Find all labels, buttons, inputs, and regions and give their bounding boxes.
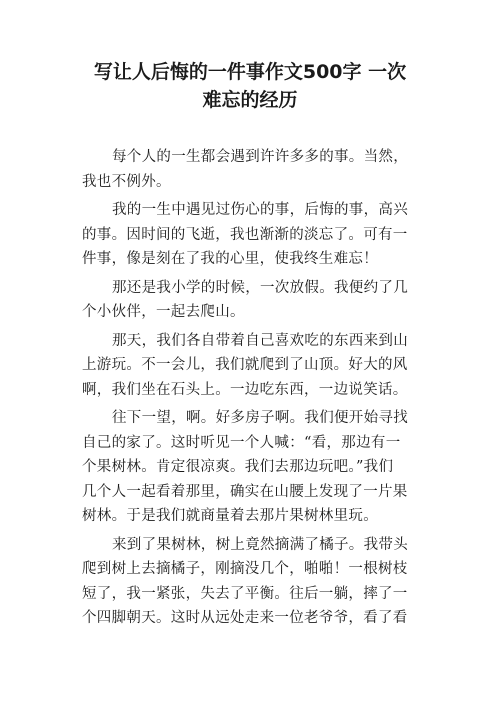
- text-line: 往下一望，啊。好多房子啊。我们便开始寻找: [112, 410, 408, 426]
- text-line: 上游玩。不一会儿，我们就爬到了山顶。好大的风: [82, 357, 408, 373]
- paragraph-4: [82, 329, 424, 403]
- text-line: 每个人的一生都会遇到许许多多的事。当然，: [112, 149, 408, 165]
- text-line: 个果树林。肯定很凉爽。我们去那边玩吧。”我们: [82, 459, 394, 475]
- text-line: 那还是我小学的时候，一次放假。我便约了几: [112, 279, 408, 296]
- paragraph-6: [82, 533, 424, 631]
- text-line: 个四脚朝天。这时从远处走来一位老爷爷，看了看: [82, 610, 408, 626]
- page-title: [60, 58, 440, 114]
- text-line: 件事，像是刻在了我的心里，使我终生难忘！: [82, 251, 378, 267]
- text-line: 爬到树上去摘橘子，刚摘没几个，啪啪！一根树枝: [82, 561, 408, 577]
- title-line-1: 写让人后悔的一件事作文500字 一次: [93, 61, 407, 83]
- text-line: 我的一生中遇见过伤心的事，后悔的事，高兴: [112, 202, 408, 218]
- title-line-2: 难忘的经历: [202, 89, 298, 111]
- text-line: 个小伙伴，一起去爬山。: [82, 304, 245, 320]
- paragraph-3: [82, 276, 424, 325]
- text-line: 短了，我一紧张，失去了平衡。往后一躺，摔了一: [82, 585, 408, 602]
- text-line: 啊，我们坐在石头上。一边吃东西，一边说笑话。: [82, 381, 408, 398]
- text-line: 的事。因时间的飞逝，我也渐渐的淡忘了。可有一: [82, 226, 408, 243]
- article-body: [82, 145, 424, 631]
- text-line: 几个人一起看着那里，确实在山腰上发现了一片果: [82, 483, 408, 500]
- text-line: 自己的家了。这时听见一个人喊：“看，那边有一: [82, 434, 401, 451]
- paragraph-5: [82, 406, 424, 529]
- text-line: 来到了果树林，树上竟然摘满了橘子。我带头: [112, 536, 408, 553]
- paragraph-1: [82, 145, 424, 194]
- text-line: 我也不例外。: [82, 173, 171, 190]
- paragraph-2: [82, 198, 424, 272]
- text-line: 那天，我们各自带着自己喜欢吃的东西来到山: [112, 332, 408, 349]
- text-line: 树林。于是我们就商量着去那片果树林里玩。: [82, 508, 378, 524]
